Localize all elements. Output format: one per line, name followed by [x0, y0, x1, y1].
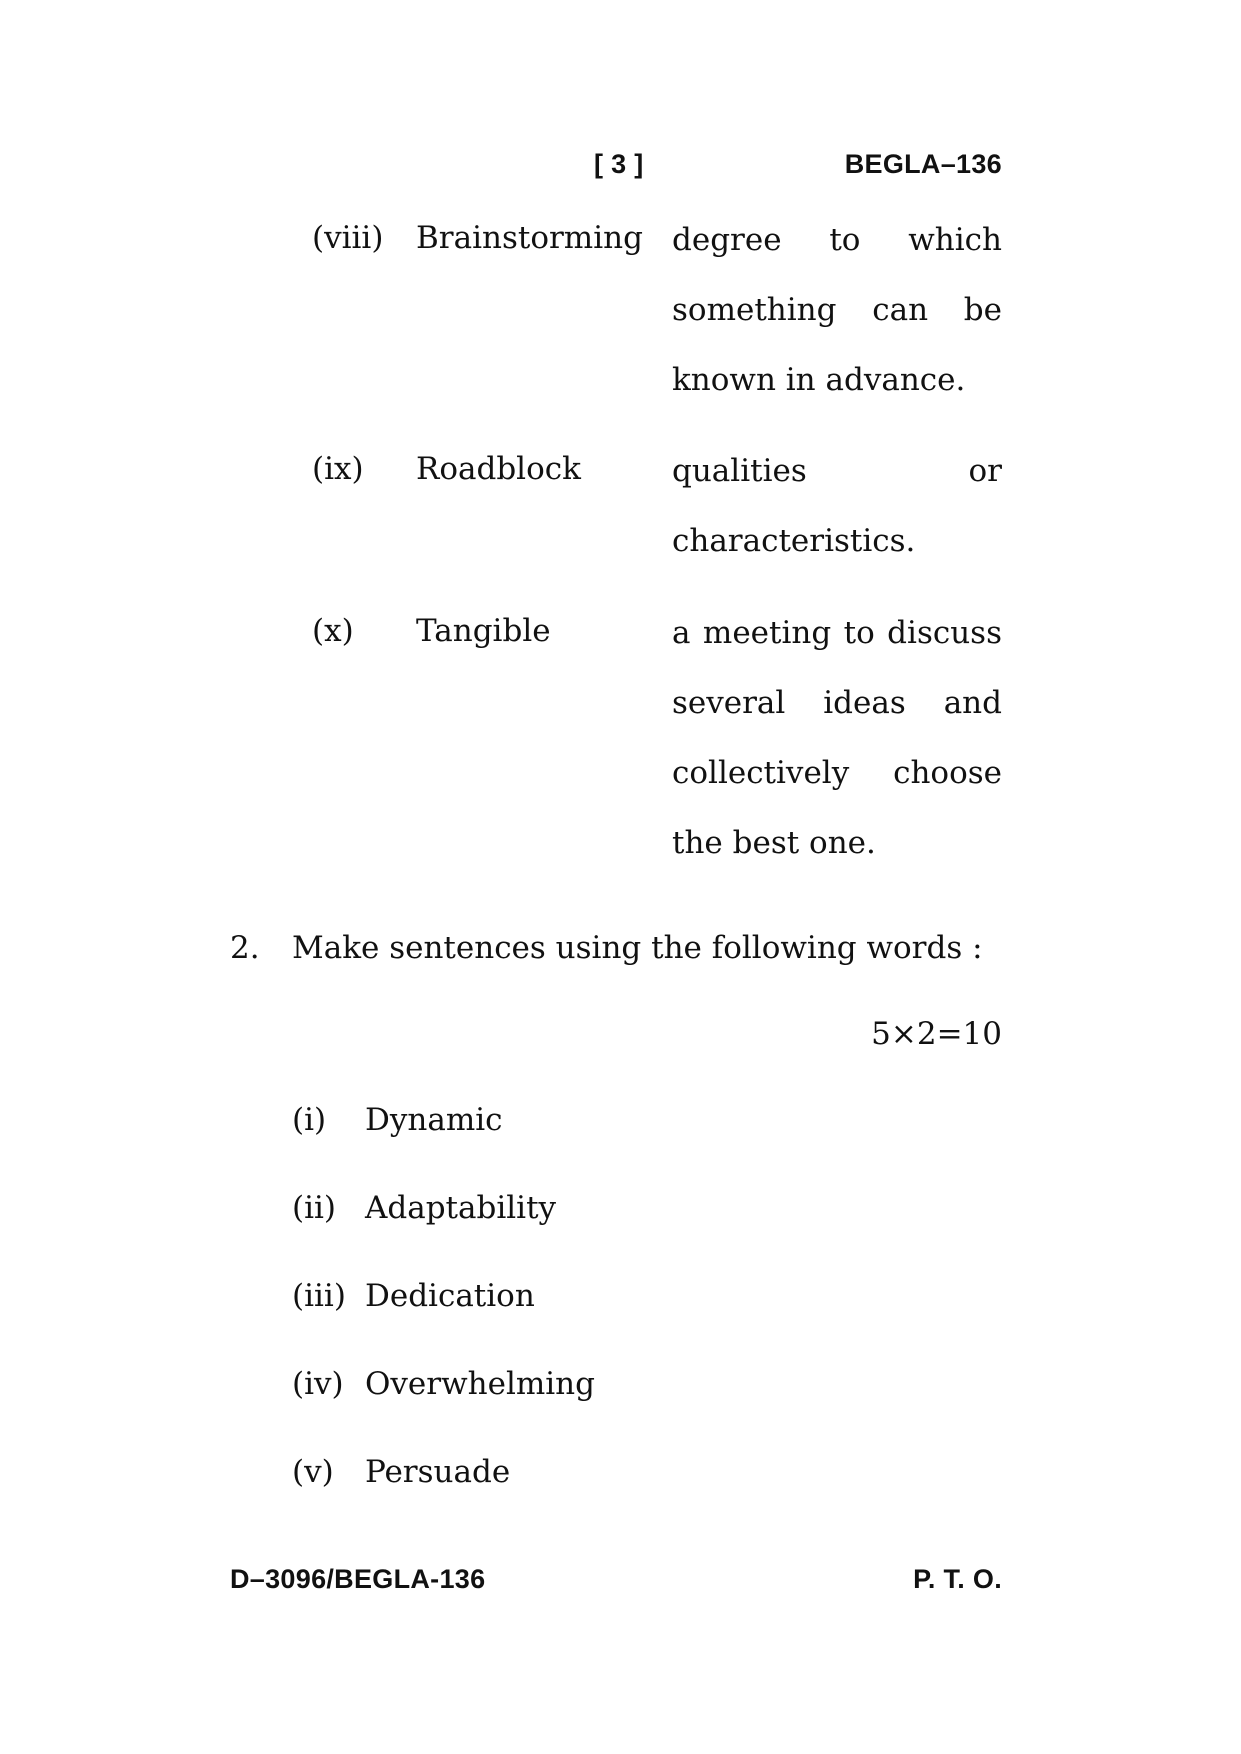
match-item-term: Tangible: [416, 613, 551, 649]
definition-line: degree to which: [672, 222, 1002, 258]
list-item-number: (i): [292, 1102, 327, 1138]
list-item: [0, 1278, 1241, 1322]
match-item-number: (viii): [312, 220, 384, 256]
list-item: [0, 1190, 1241, 1234]
list-item: [0, 1454, 1241, 1498]
list-item: [0, 1366, 1241, 1410]
question-marks: 5×2=10: [871, 1016, 1002, 1052]
list-item-number: (v): [292, 1454, 334, 1490]
definition-line: collectively choose: [672, 755, 1002, 791]
list-item: [0, 1102, 1241, 1146]
question-text: Make sentences using the following words :: [292, 930, 983, 966]
match-item-term: Roadblock: [416, 451, 581, 487]
definition-line: something can be: [672, 292, 1002, 328]
list-item-word: Persuade: [365, 1454, 511, 1490]
list-item-word: Adaptability: [365, 1190, 557, 1226]
match-item-number: (x): [312, 613, 354, 649]
definition-line: qualities or: [672, 453, 1002, 489]
list-item-number: (iv): [292, 1366, 344, 1402]
page-number: [ 3 ]: [594, 149, 644, 179]
footer-code: D–3096/BEGLA-136: [230, 1564, 486, 1594]
definition-line: characteristics.: [672, 523, 916, 559]
definition-line: known in advance.: [672, 362, 966, 398]
match-item-number: (ix): [312, 451, 364, 487]
list-item-word: Dedication: [365, 1278, 535, 1314]
definition-line: the best one.: [672, 825, 876, 861]
definition-line: a meeting to discuss: [672, 615, 1002, 651]
question-number: 2.: [230, 930, 260, 966]
list-item-number: (ii): [292, 1190, 337, 1226]
paper-code: BEGLA–136: [844, 149, 1002, 179]
match-item-term: Brainstorming: [416, 220, 643, 256]
match-item-definition: [672, 613, 1002, 893]
match-item-definition: [672, 451, 1002, 591]
list-item-word: Overwhelming: [365, 1366, 595, 1402]
list-item-word: Dynamic: [365, 1102, 503, 1138]
definition-line: several ideas and: [672, 685, 1002, 721]
match-item-definition: [672, 220, 1002, 430]
footer-pto: P. T. O.: [913, 1564, 1002, 1594]
list-item-number: (iii): [292, 1278, 346, 1314]
